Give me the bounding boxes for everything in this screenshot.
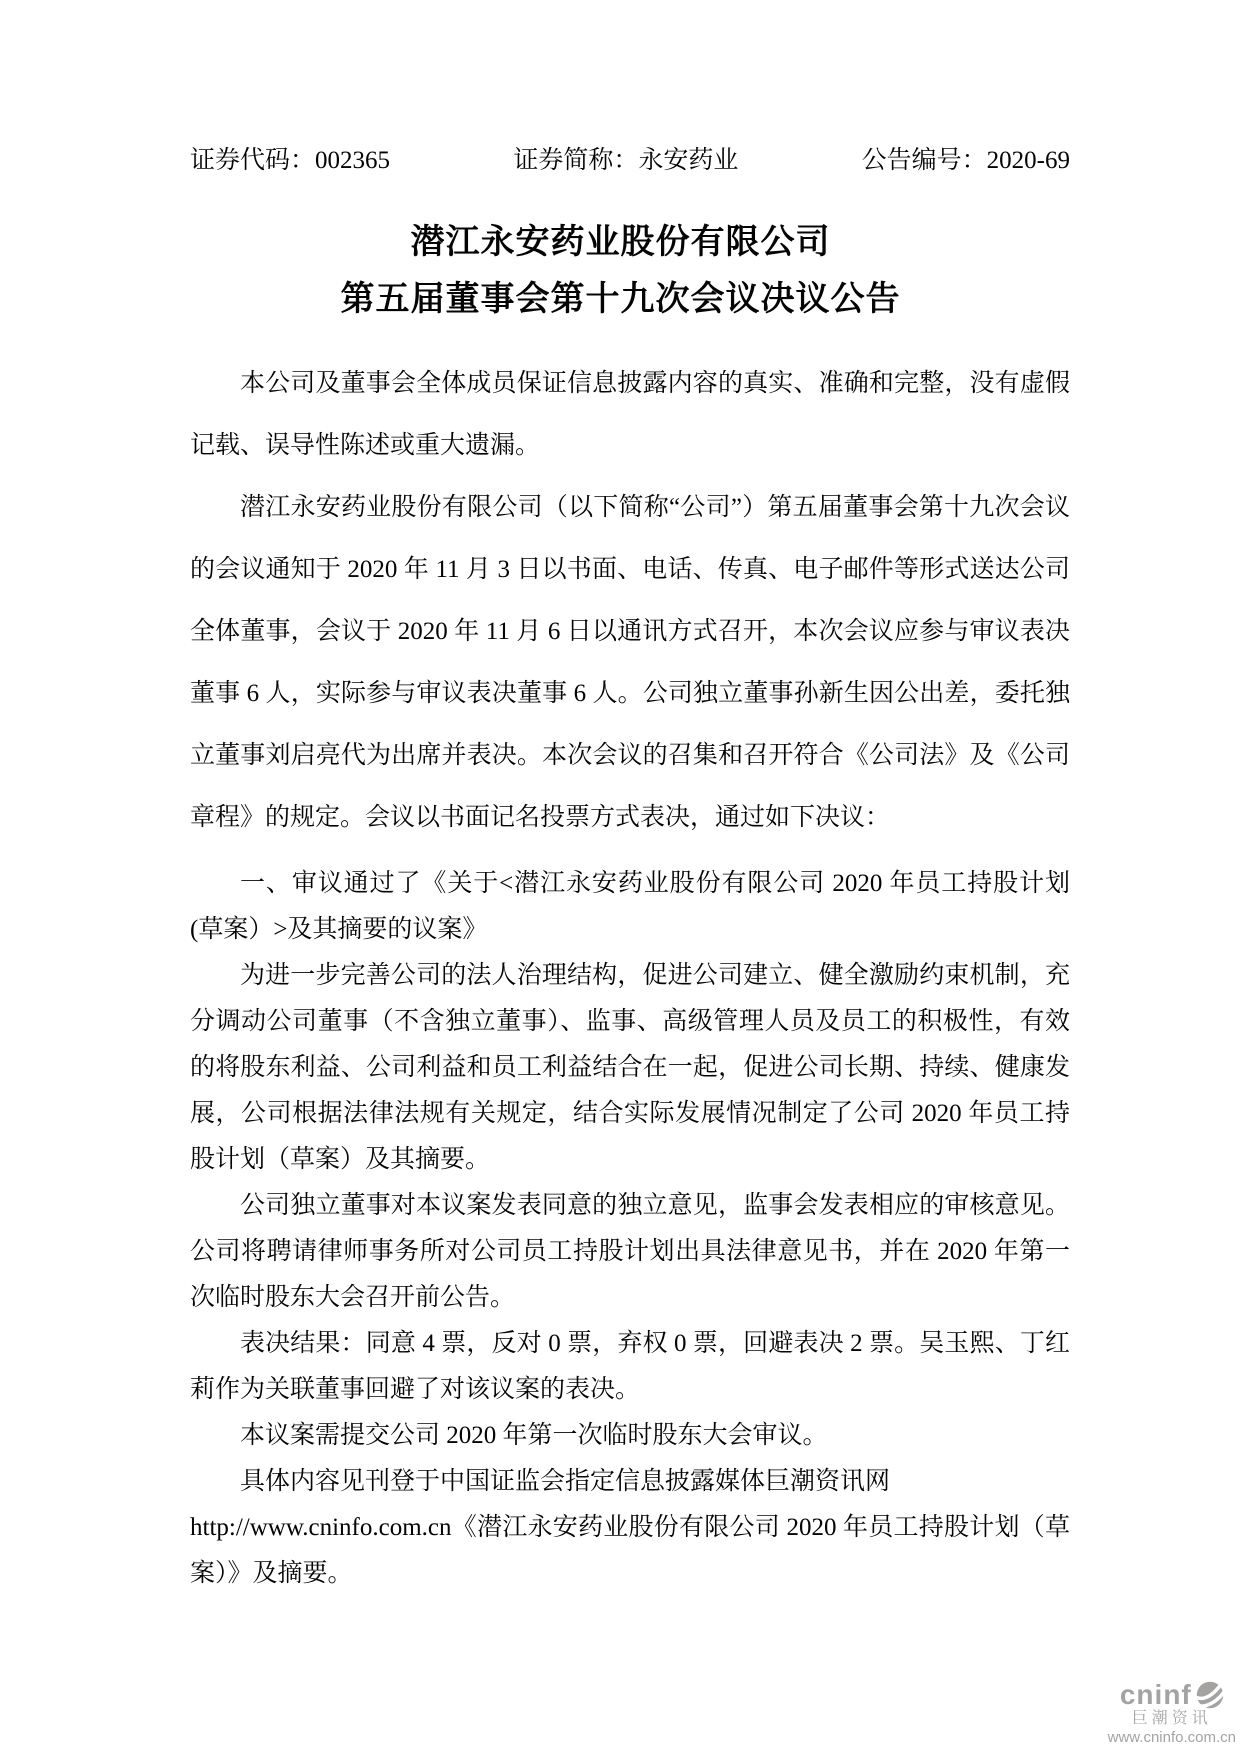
paragraph-resolution-item: 一、审议通过了《关于<潜江永安药业股份有限公司 2020 年员工持股计划(草案）>及其摘要的议案》 xyxy=(190,870,1070,943)
document-header xyxy=(190,0,1070,176)
paragraph-url-reference: http://www.cninfo.com.cn《潜江永安药业股份有限公司 2020 年员工持股计划（草案）》及摘要。 xyxy=(190,1514,1070,1587)
stock-code: 证券代码：002365 xyxy=(190,147,391,174)
cninfo-brand-text: cninf xyxy=(1119,1679,1192,1710)
company-title: 潜江永安药业股份有限公司 xyxy=(410,223,831,261)
cninfo-logo-row xyxy=(1108,1681,1236,1709)
paragraph-submit-meeting: 本议案需提交公司 2020 年第一次临时股东大会审议。 xyxy=(240,1422,828,1449)
paragraph-vote-result: 表决结果：同意 4 票，反对 0 票，弃权 0 票，回避表决 2 票。吴玉熙、丁红莉作为关联董事回避了对该议案的表决。 xyxy=(190,1330,1070,1403)
paragraph-meeting-notice: 潜江永安药业股份有限公司（以下简称“公司”）第五届董事会第十九次会议的会议通知于 2020 年 11 月 3 日以书面、电话、传真、电子邮件等形式送达公司全体董事，会议于 2020 年 11 月 6 日以通讯方式召开，本次会议应参与审议表决董事 6 人，实际参与审议表决董事 6 人。公司独立董事孙新生因公出差，委托独立董事刘启亮代为出席并表决。本次会议的召集和召开符合《公司法》及《公司章程》的规定。会议以书面记名投票方式表决，通过如下决议： xyxy=(190,494,1070,831)
paragraph-purpose: 为进一步完善公司的法人治理结构，促进公司建立、健全激励约束机制，充分调动公司董事（不含独立董事）、监事、高级管理人员及员工的积极性，有效的将股东利益、公司利益和员工利益结合在一起，促进公司长期、持续、健康发展，公司根据法律法规有关规定，结合实际发展情况制定了公司 2020 年员工持股计划（草案）及其摘要。 xyxy=(190,962,1070,1173)
paragraph-media-source: 具体内容见刊登于中国证监会指定信息披露媒体巨潮资讯网 xyxy=(240,1468,891,1495)
cninfo-website: www.cninfo.com.cn xyxy=(1107,1729,1236,1746)
cninfo-chinese-name: 巨潮资讯 xyxy=(1131,1710,1212,1727)
paragraph-disclaimer: 本公司及董事会全体成员保证信息披露内容的真实、准确和完整，没有虚假记载、误导性陈述或重大遗漏。 xyxy=(190,370,1070,459)
document-body xyxy=(190,353,1070,1597)
announcement-number: 公告编号：2020-69 xyxy=(861,147,1070,174)
cninfo-watermark xyxy=(1108,1681,1236,1745)
paragraph-opinions: 公司独立董事对本议案发表同意的独立意见，监事会发表相应的审核意见。公司将聘请律师事务所对公司员工持股计划出具法律意见书，并在 2020 年第一次临时股东大会召开前公告。 xyxy=(190,1192,1070,1311)
stock-short-name: 证券简称：永安药业 xyxy=(513,147,739,174)
cninfo-globe-icon xyxy=(1196,1681,1224,1709)
announcement-title: 第五届董事会第十九次会议决议公告 xyxy=(340,280,901,318)
